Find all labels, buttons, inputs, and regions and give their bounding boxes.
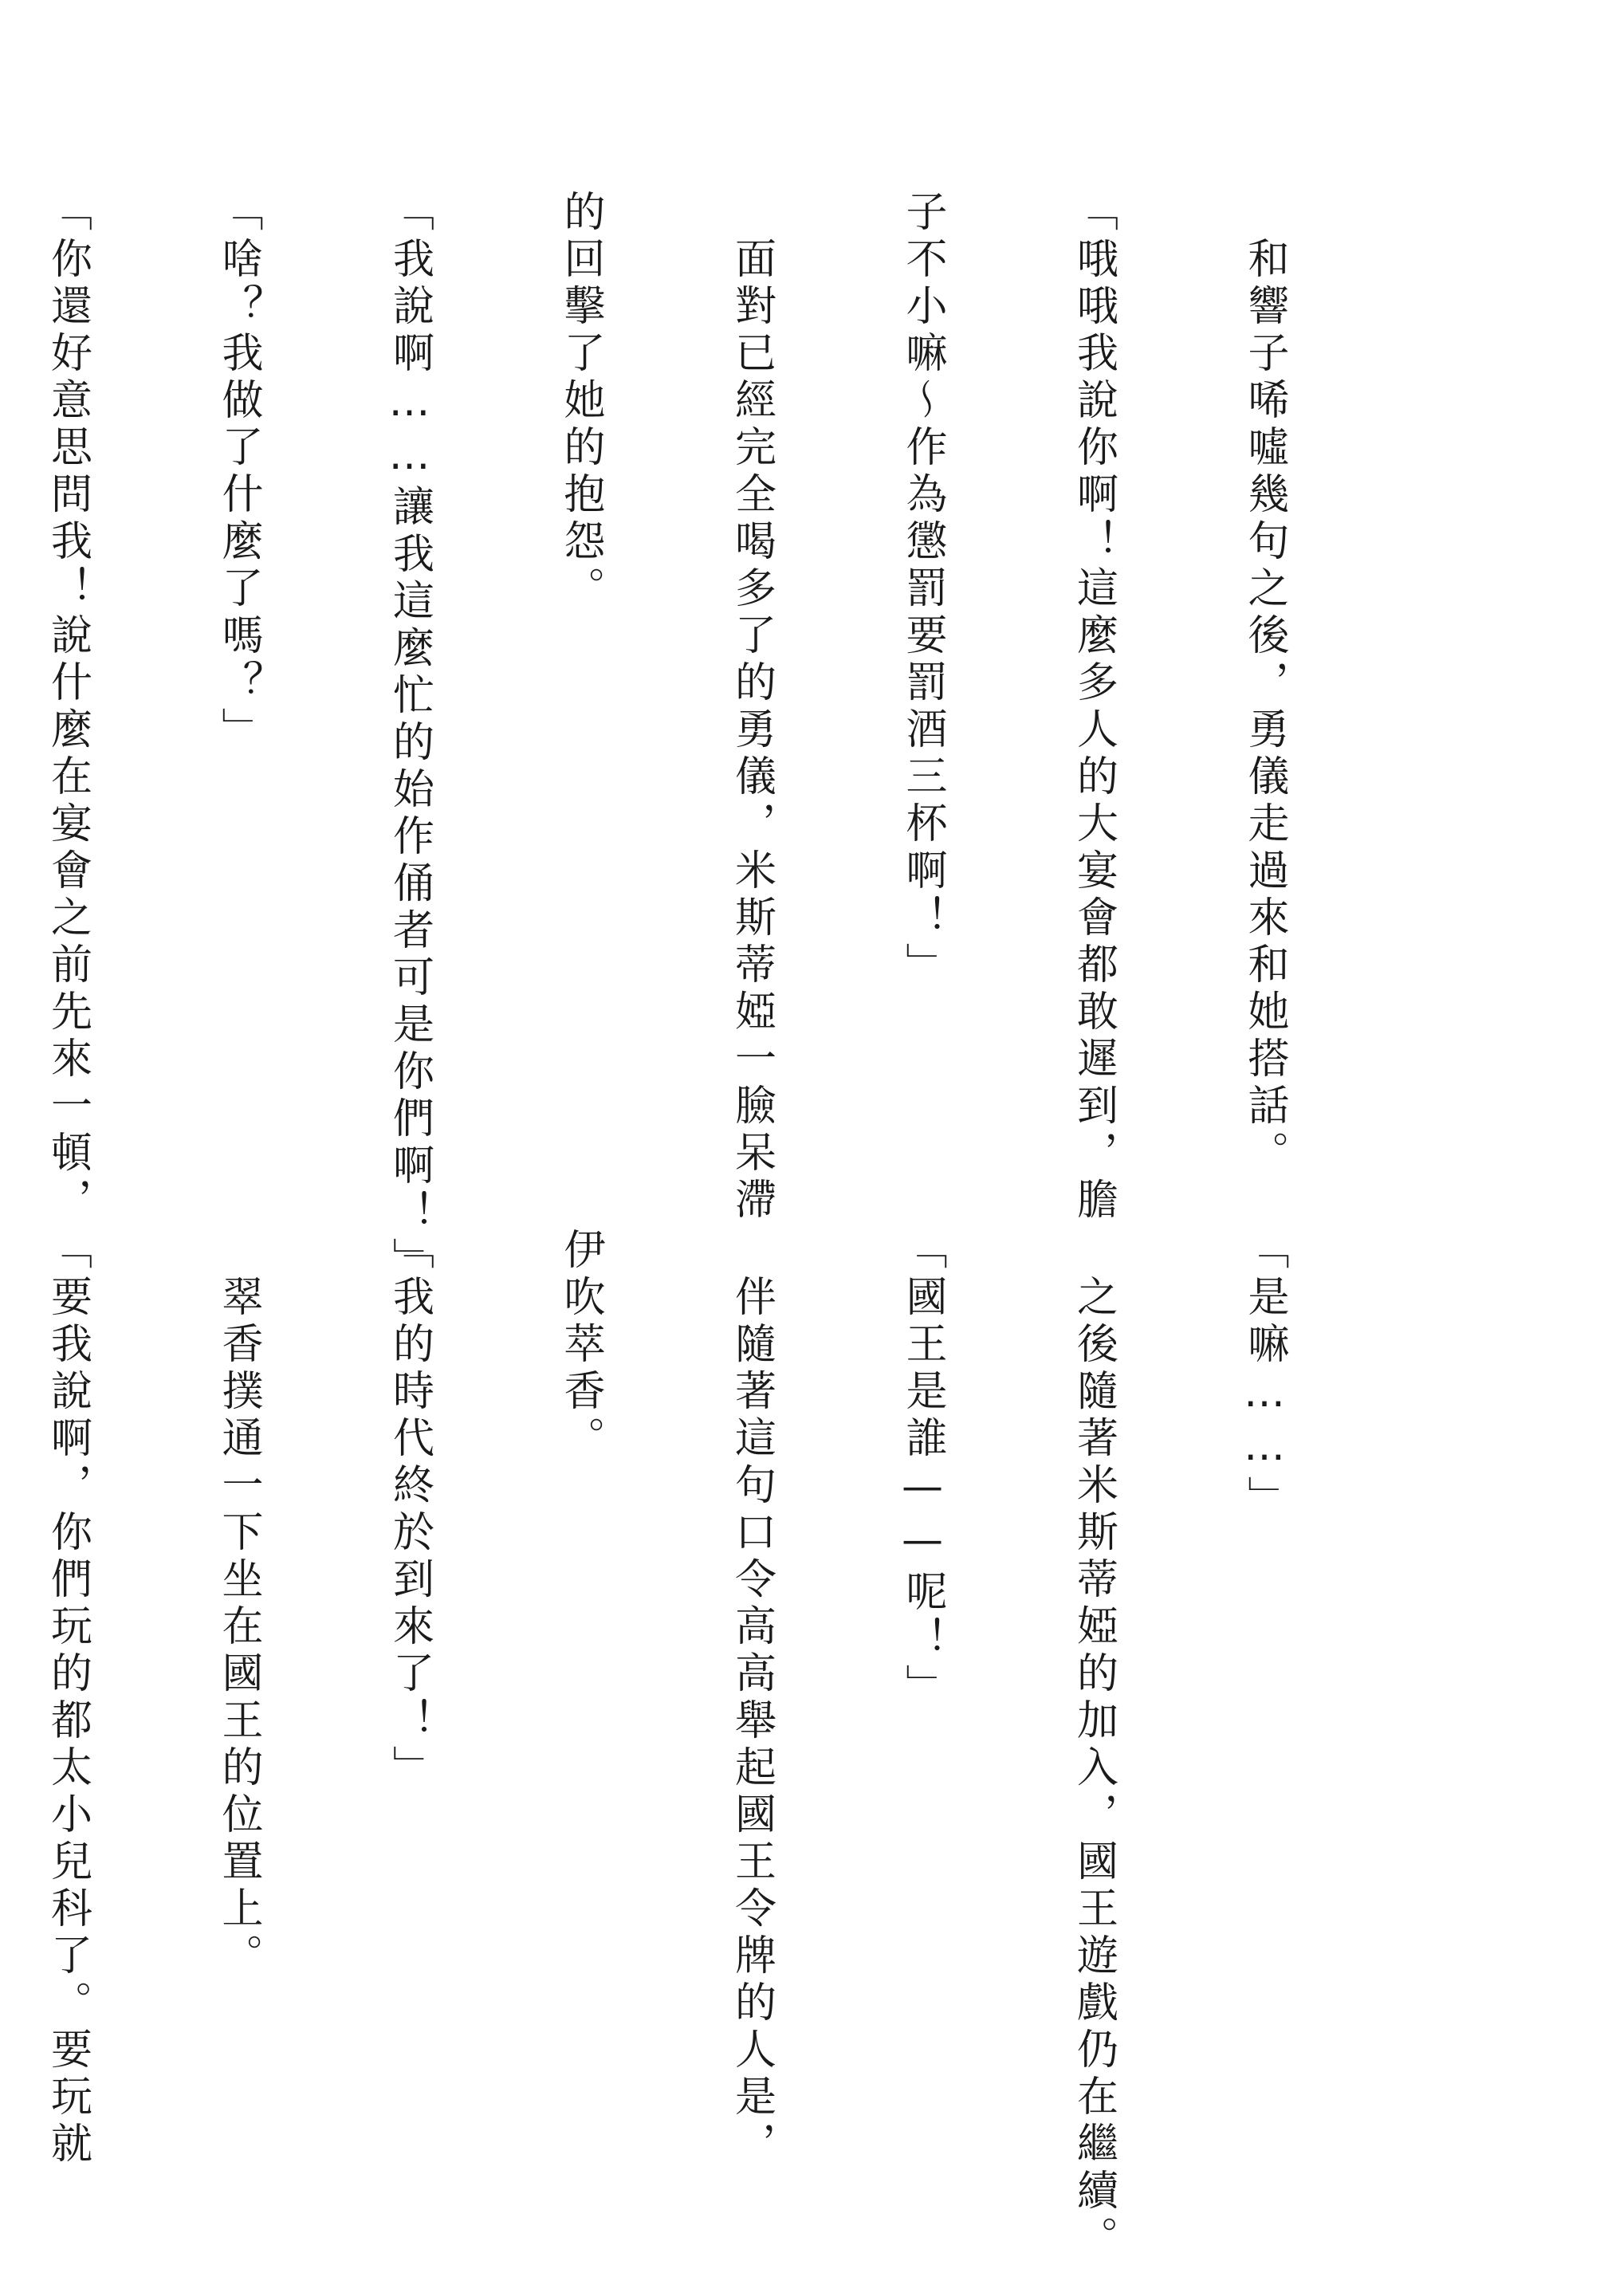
text-column: 「你還好意思問我！說什麼在宴會之前先來一頓， <box>43 190 92 1225</box>
text-column: 「要我說啊，你們玩的都太小兒科了。要玩就 <box>43 1228 92 2168</box>
text-column: 伊吹萃香。 <box>556 1228 604 1463</box>
text-column: 「我說啊……讓我這麼忙的始作俑者可是你們啊！」 <box>385 190 434 1284</box>
text-column: 「啥？我做了什麼了嗎？」 <box>214 190 262 754</box>
text-column: 子不小嘛～作為懲罰要罰酒三杯啊！」 <box>898 190 946 989</box>
text-column: 面對已經完全喝多了的勇儀，米斯蒂婭一臉呆滯 <box>727 190 776 1225</box>
text-column: 的回擊了她的抱怨。 <box>556 190 604 613</box>
text-column: 之後隨著米斯蒂婭的加入，國王遊戲仍在繼續。 <box>1069 1228 1118 2263</box>
text-column: 翠香撲通一下坐在國王的位置上。 <box>214 1228 262 1980</box>
bottom-text-block <box>0 1228 1406 2263</box>
top-text-block <box>0 190 1406 1284</box>
text-column: 「我的時代終於到來了！」 <box>385 1228 434 1792</box>
text-column: 和響子唏噓幾句之後，勇儀走過來和她搭話。 <box>1240 190 1288 1177</box>
text-column: 「是嘛……」 <box>1240 1228 1288 1523</box>
text-column: 「哦哦我說你啊！這麼多人的大宴會都敢遲到，膽 <box>1069 190 1118 1225</box>
text-column: 伴隨著這句口令高高舉起國王令牌的人是， <box>727 1228 776 2168</box>
text-column: 「國王是誰——呢！」 <box>898 1228 946 1711</box>
